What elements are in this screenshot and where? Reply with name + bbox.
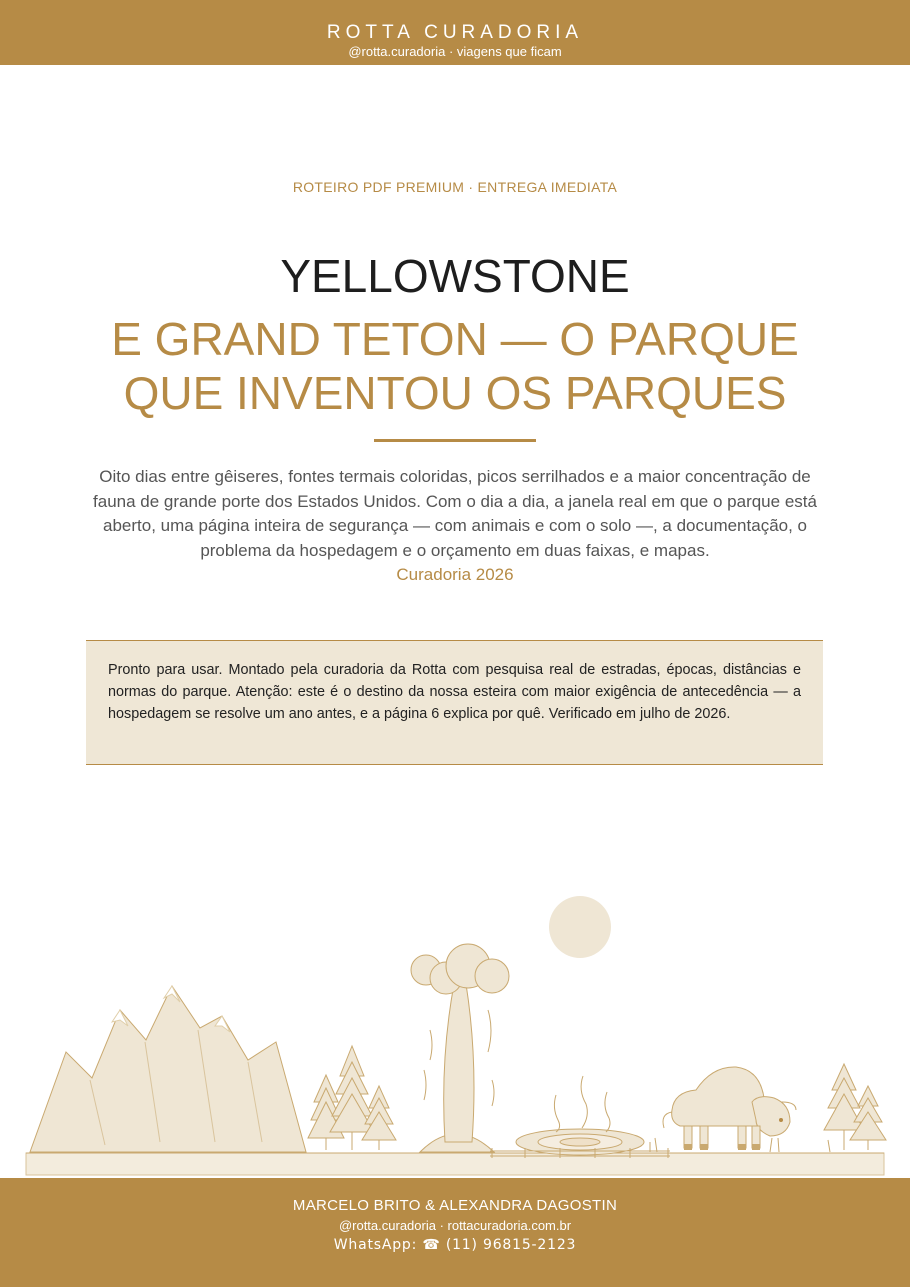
landscape-illustration (0, 880, 910, 1180)
brand-handle: @rotta.curadoria · viagens que ficam (348, 44, 562, 59)
edition-tag: Curadoria 2026 (396, 565, 514, 584)
title-divider (374, 439, 536, 442)
mountain-icon (30, 986, 306, 1152)
bison-icon (663, 1067, 796, 1152)
top-banner (0, 0, 910, 65)
page-title: YELLOWSTONE (280, 250, 630, 302)
footer-whatsapp: WhatsApp: ☎ (11) 96815-2123 (333, 1237, 577, 1253)
footer-banner (0, 1178, 910, 1287)
eyebrow-label: ROTEIRO PDF PREMIUM · ENTREGA IMEDIATA (292, 179, 618, 195)
ground-strip (26, 1153, 884, 1175)
footer-links: @rotta.curadoria · rottacuradoria.com.br (338, 1218, 572, 1233)
hot-spring-icon (516, 1076, 657, 1155)
notice-text: Pronto para usar. Montado pela curadoria da Rotta com pesquisa real de estradas, épocas, distâncias e normas do parque. Atenção: este é o destino da nossa esteira com maior exigência de antecedência — a hospedagem se resolve um ano antes, e a página 6 explica por quê. Verificado em julho de 2026. (108, 662, 801, 722)
pine-tree-icon (824, 1064, 886, 1152)
pine-tree-icon (308, 1046, 396, 1150)
brand-name: ROTTA CURADORIA (326, 22, 584, 43)
page-subtitle: E GRAND TETON — O PARQUE QUE INVENTOU OS PARQUES (111, 313, 799, 419)
geyser-icon (411, 944, 509, 1152)
footer-authors: MARCELO BRITO & ALEXANDRA DAGOSTIN (292, 1197, 618, 1214)
intro-text: Oito dias entre gêiseres, fontes termais coloridas, picos serrilhados e a maior concentração de fauna de grande porte dos Estados Unidos. Com o dia a dia, a janela real em que o parque está aberto, uma página inteira de segurança — com animais e com o solo —, a documentação, o problema da hospedagem e o orçamento em duas faixas, e mapas. (93, 467, 817, 560)
intro-paragraph (90, 465, 820, 588)
sun-icon (549, 896, 611, 958)
notice-box (86, 640, 823, 765)
